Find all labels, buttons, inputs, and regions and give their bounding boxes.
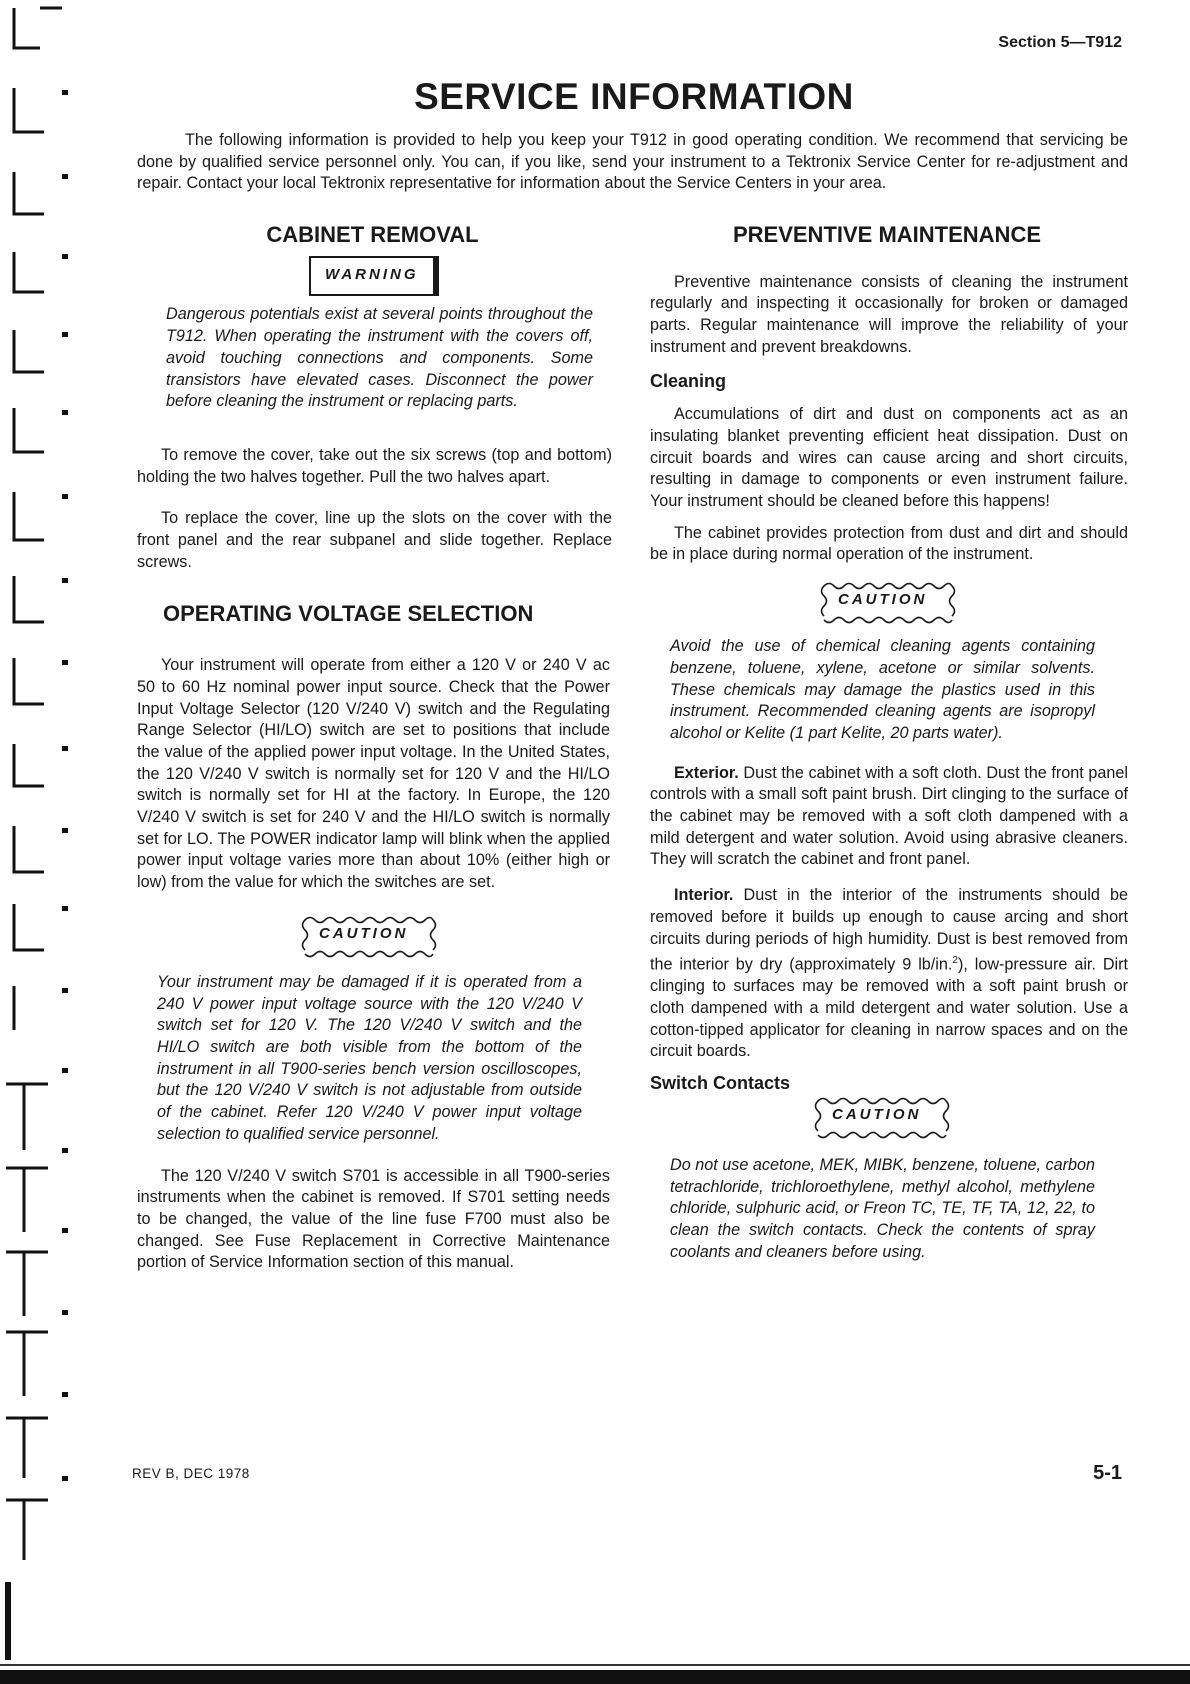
section-label: Section 5—T912	[998, 34, 1122, 51]
cleaning-text-2: The cabinet provides protection from dust and dirt and should be in place during normal operation of the instrument.	[650, 523, 1128, 564]
operating-voltage-heading: OPERATING VOLTAGE SELECTION	[163, 601, 534, 627]
remove-cover-text: To remove the cover, take out the six screws (top and bottom) holding the two halves together. Pull the two halves apart.	[137, 445, 612, 486]
exterior-text: Dust the cabinet with a soft cloth. Dust the front panel controls with a small soft paint brush. Dirt clinging to the surface of the cabinet may be removed with a soft cloth dampened with a mild detergent and water solution. Avoid using abrasive cleaners. They will scratch the cabinet and front panel.	[650, 763, 1128, 869]
right-column	[650, 224, 1128, 1263]
interior-text-a: Dust in the interior of the instruments should be removed before it builds up enough to cause arcing and short circuits during periods of high humidity. Dust is best removed from the interior by dry (approximately 9 lb/in.	[650, 886, 1128, 974]
cleaning-text-1: Accumulations of dirt and dust on components act as an insulating blanket preventing efficient heat dissipation. Dust on circuit boards and wires can cause arcing and short circuits, resulting in damage to components or even instrument failure. Your instrument should be cleaned before this happens!	[650, 405, 1128, 511]
switch-caution-text: Do not use acetone, MEK, MIBK, benzene, toluene, carbon tetrachloride, trichloroethylene, methyl alcohol, methylene chloride, sulphuric acid, or Freon TC, TE, TF, TA, 12, 22, to clean the switch contacts. Check the contents of spray coolants and cleaners before using.	[670, 1155, 1095, 1261]
switch-contacts-heading: Switch Contacts	[650, 1073, 791, 1094]
voltage-caution-text: Your instrument may be damaged if it is operated from a 240 V power input voltage source with the 120 V/240 V switch set for 120 V. The 120 V/240 V switch and the HI/LO switch are both visible from the bottom of the instrument in all T900-series bench version oscilloscopes, but the 120 V/240 V switch is not adjustable from outside of the cabinet. Refer 120 V/240 V power input voltage selection to qualified service personnel.	[157, 972, 582, 1143]
cleaning-heading: Cleaning	[650, 370, 727, 391]
revision-date: REV B, DEC 1978	[132, 1466, 250, 1481]
intro-paragraph: The following information is provided to help you keep your T912 in good operating condition. We recommend that servicing be done by qualified service personnel only. You can, if you like, send your instrument to a Tektronix Service Center for re-adjustment and repair. Contact your local Tektronix representative for information about the Service Centers in your area.	[137, 131, 1128, 192]
page-title: SERVICE INFORMATION	[414, 76, 854, 117]
warning-text: Dangerous potentials exist at several points throughout the T912. When operating the instrument with the covers off, avoid touching connections and components. Some transistors have elevated cases. Disconnect the power before cleaning the instrument or replacing parts.	[166, 305, 593, 411]
replace-cover-text: To replace the cover, line up the slots on the cover with the front panel and the rear subpanel and slide together. Replace screws.	[137, 509, 612, 571]
interior-label: Interior.	[674, 886, 734, 905]
cabinet-removal-heading: CABINET REMOVAL	[266, 222, 479, 247]
interior-text-b: ), low-pressure air. Dirt clinging to surfaces may be removed with a soft paint brush or cloth dampened with a mild detergent and water solution. Use a cotton-tipped applicator for cleaning in narrow spaces and on the circuit boards.	[650, 955, 1128, 1061]
s701-switch-text: The 120 V/240 V switch S701 is accessible in all T900-series instruments when the cabinet is removed. If S701 setting needs to be changed, the value of the line fuse F700 must also be changed. See Fuse Replacement in Corrective Maintenance portion of Service Information section of this manual.	[137, 1166, 610, 1272]
caution-label: CAUTION	[832, 1105, 922, 1123]
scan-bottom-edge	[0, 1656, 1190, 1684]
interior-paragraph	[650, 885, 1128, 1063]
binding-edge-marks	[0, 0, 78, 1684]
caution-box-cleaning	[818, 580, 947, 620]
left-column	[137, 224, 612, 1274]
caution-box-voltage	[299, 914, 428, 954]
preventive-maintenance-heading: PREVENTIVE MAINTENANCE	[732, 222, 1042, 247]
exterior-label: Exterior.	[674, 763, 739, 782]
page-number: 5-1	[1093, 1462, 1122, 1484]
warning-box: WARNING	[309, 256, 439, 297]
cleaning-caution-text: Avoid the use of chemical cleaning agents containing benzene, toluene, xylene, acetone or similar solvents. These chemicals may damage the plastics used in this instrument. Recommended cleaning agents are isopropyl alcohol or Kelite (1 part Kelite, 20 parts water).	[670, 637, 1095, 742]
preventive-intro-text: Preventive maintenance consists of cleaning the instrument regularly and inspecting it occasionally for broken or damaged parts. Regular maintenance will improve the reliability of your instrument and prevent breakdowns.	[650, 272, 1128, 356]
caution-box-switch	[812, 1095, 941, 1135]
caution-label: CAUTION	[319, 924, 409, 942]
caution-label: CAUTION	[838, 591, 928, 609]
interior-superscript: 2	[952, 955, 958, 967]
operating-voltage-text: Your instrument will operate from either a 120 V or 240 V ac 50 to 60 Hz nominal power input source. Check that the Power Input Voltage Selector (120 V/240 V) switch and the Regulating Range Selector (HI/LO) switch are set to positions that include the value of the applied power input voltage. In the United States, the 120 V/240 V switch is normally set for 120 V and the HI/LO switch is normally set for HI at the factory. In Europe, the 120 V/240 V switch is set for 240 V and the HI/LO switch is normally set for LO. The POWER indicator lamp will blink when the applied power input voltage varies more than about 10% (either high or low) from the value for which the switches are set.	[137, 656, 610, 892]
exterior-paragraph	[650, 763, 1128, 872]
